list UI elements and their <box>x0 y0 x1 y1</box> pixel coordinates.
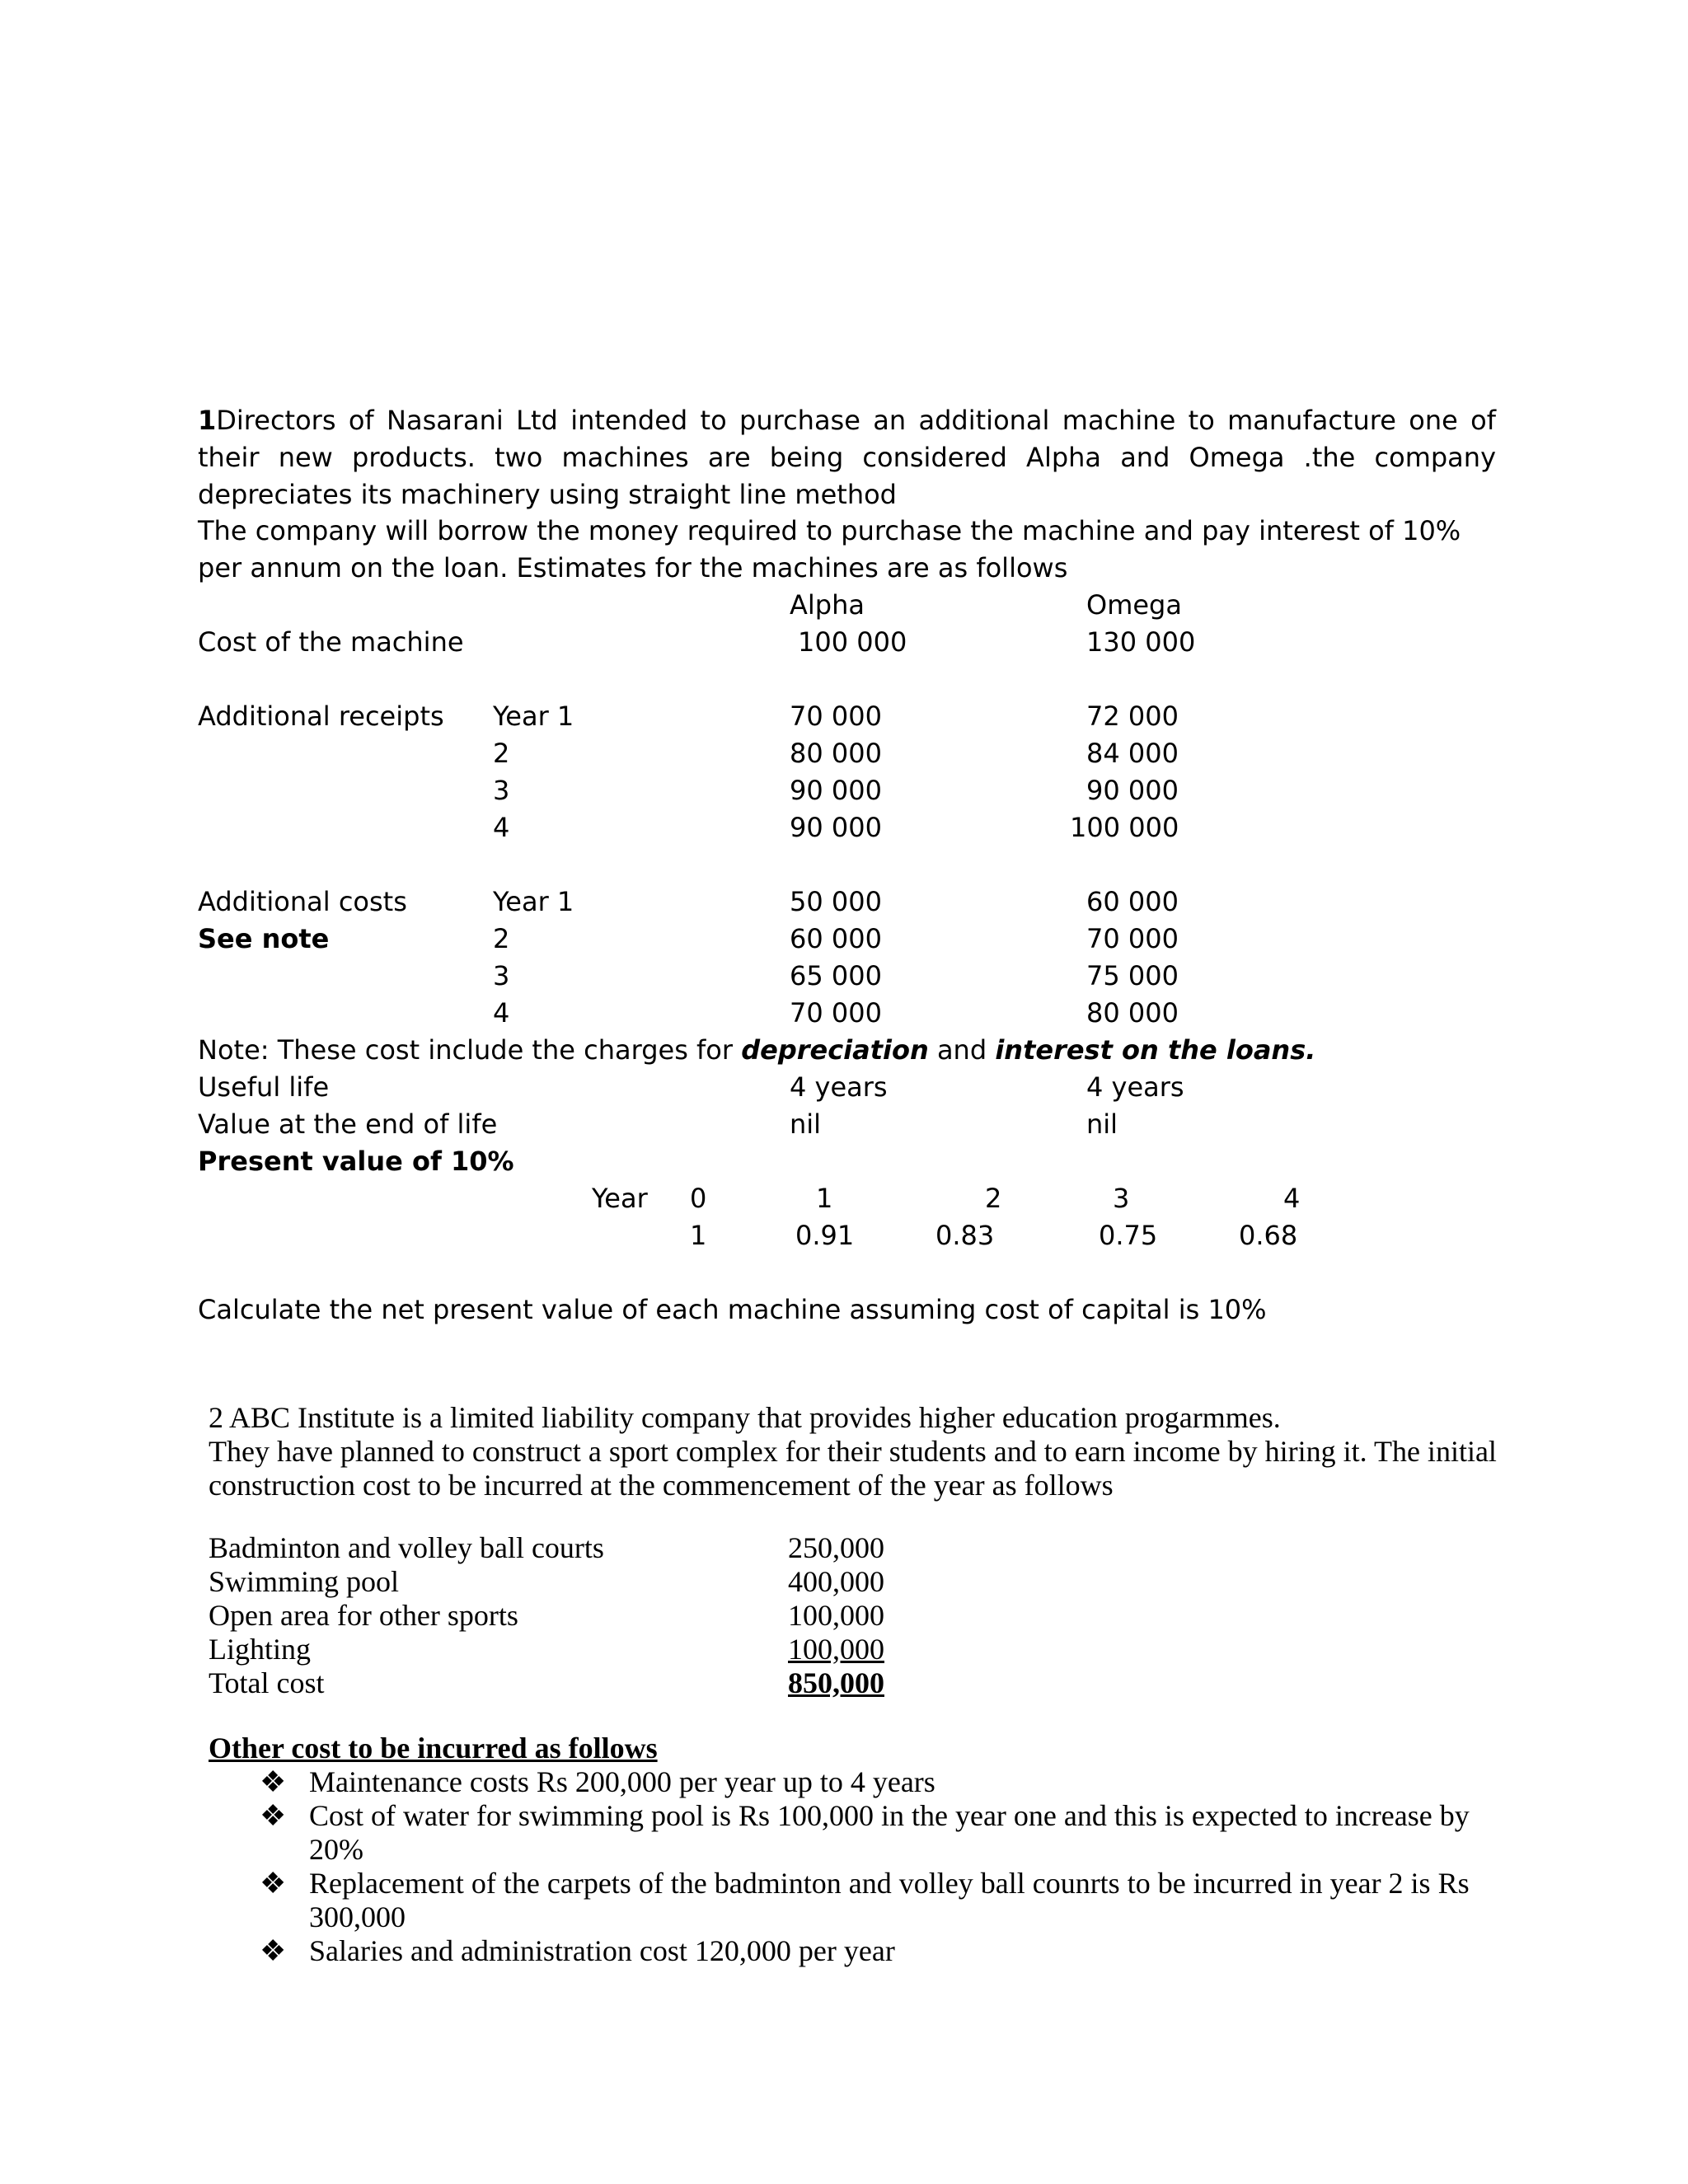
receipts-omega: 90 000 <box>1086 775 1179 806</box>
costs-year: 2 <box>493 923 510 954</box>
bullet-text: Replacement of the carpets of the badminton and volley ball counrts to be incurred in year 2 is Rs 300,000 <box>309 1867 1470 1933</box>
q1-intro-paragraph <box>198 402 1496 513</box>
cost-item-amount: 400,000 <box>788 1565 884 1598</box>
receipts-alpha: 90 000 <box>790 775 882 806</box>
bullet-diamond-icon: ❖ <box>260 1799 287 1832</box>
cost-omega: 130 000 <box>1086 626 1196 658</box>
costs-omega: 70 000 <box>1086 923 1179 954</box>
cost-item-amount: 100,000 <box>788 1599 884 1632</box>
receipts-year: Year 1 <box>493 701 574 732</box>
list-item <box>260 1765 1500 1799</box>
note-prefix: Note: These cost include the charges for <box>198 1034 742 1066</box>
useful-life-omega: 4 years <box>1086 1071 1184 1103</box>
list-item <box>260 1867 1500 1934</box>
see-note-label: See note <box>198 923 330 954</box>
cost-item-amount: 250,000 <box>788 1531 884 1564</box>
receipts-omega: 84 000 <box>1086 738 1179 769</box>
costs-label: Additional costs <box>198 886 407 917</box>
receipts-label: Additional receipts <box>198 701 444 732</box>
bullet-diamond-icon: ❖ <box>260 1867 287 1900</box>
receipts-alpha: 70 000 <box>790 701 882 732</box>
q2-description: They have planned to construct a sport complex for their students and to earn income by hiring it. The initial construction cost to be incurred at the commencement of the year as follows <box>209 1435 1497 1502</box>
other-cost-list <box>260 1765 1500 1968</box>
bullet-text: Cost of water for swimming pool is Rs 100,000 in the year one and this is expected to increase by 20% <box>309 1799 1470 1866</box>
end-value-label: Value at the end of life <box>198 1108 498 1140</box>
end-value-omega: nil <box>1086 1108 1118 1140</box>
cost-item-label: Lighting <box>209 1633 311 1666</box>
costs-alpha: 50 000 <box>790 886 882 917</box>
q1-intro-text: Directors of Nasarani Ltd intended to purchase an additional machine to manufacture one of their new products. two machines are being considered Alpha and Omega .the company depreciates its machinery using straight line method <box>198 405 1496 510</box>
costs-alpha: 60 000 <box>790 923 882 954</box>
note-and: and <box>928 1034 996 1066</box>
useful-life-label: Useful life <box>198 1071 330 1103</box>
note-depreciation: depreciation <box>741 1034 929 1066</box>
other-cost-heading: Other cost to be incurred as follows <box>209 1732 658 1765</box>
receipts-year: 2 <box>493 738 510 769</box>
pv-factor: 0.75 <box>1099 1220 1158 1251</box>
costs-omega: 75 000 <box>1086 960 1179 991</box>
receipts-year: 3 <box>493 775 510 806</box>
list-item <box>260 1799 1500 1867</box>
cost-item-amount: 100,000 <box>788 1633 884 1666</box>
cost-item-label: Open area for other sports <box>209 1599 518 1632</box>
note-interest: interest on the loans. <box>995 1034 1316 1066</box>
receipts-year: 4 <box>493 812 510 843</box>
receipts-alpha: 80 000 <box>790 738 882 769</box>
costs-omega: 80 000 <box>1086 997 1179 1029</box>
pv-year: 2 <box>985 1183 1002 1214</box>
total-cost-label: Total cost <box>209 1666 325 1699</box>
bullet-diamond-icon: ❖ <box>260 1934 287 1967</box>
cost-item-label: Swimming pool <box>209 1565 400 1598</box>
header-alpha: Alpha <box>790 589 865 621</box>
costs-alpha: 65 000 <box>790 960 882 991</box>
bullet-diamond-icon: ❖ <box>260 1765 287 1798</box>
q1-question: Calculate the net present value of each machine assuming cost of capital is 10% <box>198 1294 1267 1325</box>
pv-year: 4 <box>1283 1183 1301 1214</box>
pv-factor: 0.91 <box>795 1220 855 1251</box>
costs-year: 4 <box>493 997 510 1029</box>
bullet-text: Salaries and administration cost 120,000 per year <box>309 1934 895 1967</box>
pv-year: 1 <box>816 1183 833 1214</box>
useful-life-alpha: 4 years <box>790 1071 888 1103</box>
q1-loan-paragraph: The company will borrow the money required to purchase the machine and pay interest of 10% per annum on the loan. Estimates for the machines are as follows <box>198 515 1461 583</box>
pv-factor: 0.68 <box>1239 1220 1298 1251</box>
costs-year: Year 1 <box>493 886 574 917</box>
cost-alpha: 100 000 <box>798 626 907 658</box>
costs-omega: 60 000 <box>1086 886 1179 917</box>
total-cost-amount: 850,000 <box>788 1666 884 1699</box>
pv-factor: 0.83 <box>935 1220 995 1251</box>
pv-factor: 1 <box>690 1220 707 1251</box>
cost-item-label: Badminton and volley ball courts <box>209 1531 604 1564</box>
costs-note <box>198 1032 1315 1069</box>
pv-year: 0 <box>690 1183 707 1214</box>
receipts-omega: 100 000 <box>1070 812 1179 843</box>
costs-year: 3 <box>493 960 510 991</box>
q1-number: 1 <box>198 405 217 436</box>
list-item <box>260 1934 1500 1968</box>
pv-year-label: Year <box>592 1183 648 1214</box>
receipts-alpha: 90 000 <box>790 812 882 843</box>
header-omega: Omega <box>1086 589 1182 621</box>
end-value-alpha: nil <box>790 1108 822 1140</box>
q2-intro-line: 2 ABC Institute is a limited liability company that provides higher education progarmmes. <box>209 1401 1281 1434</box>
costs-alpha: 70 000 <box>790 997 882 1029</box>
cost-label: Cost of the machine <box>198 626 464 658</box>
pv-year: 3 <box>1113 1183 1130 1214</box>
bullet-text: Maintenance costs Rs 200,000 per year up to 4 years <box>309 1765 935 1798</box>
receipts-omega: 72 000 <box>1086 701 1179 732</box>
pv-title: Present value of 10% <box>198 1146 514 1177</box>
